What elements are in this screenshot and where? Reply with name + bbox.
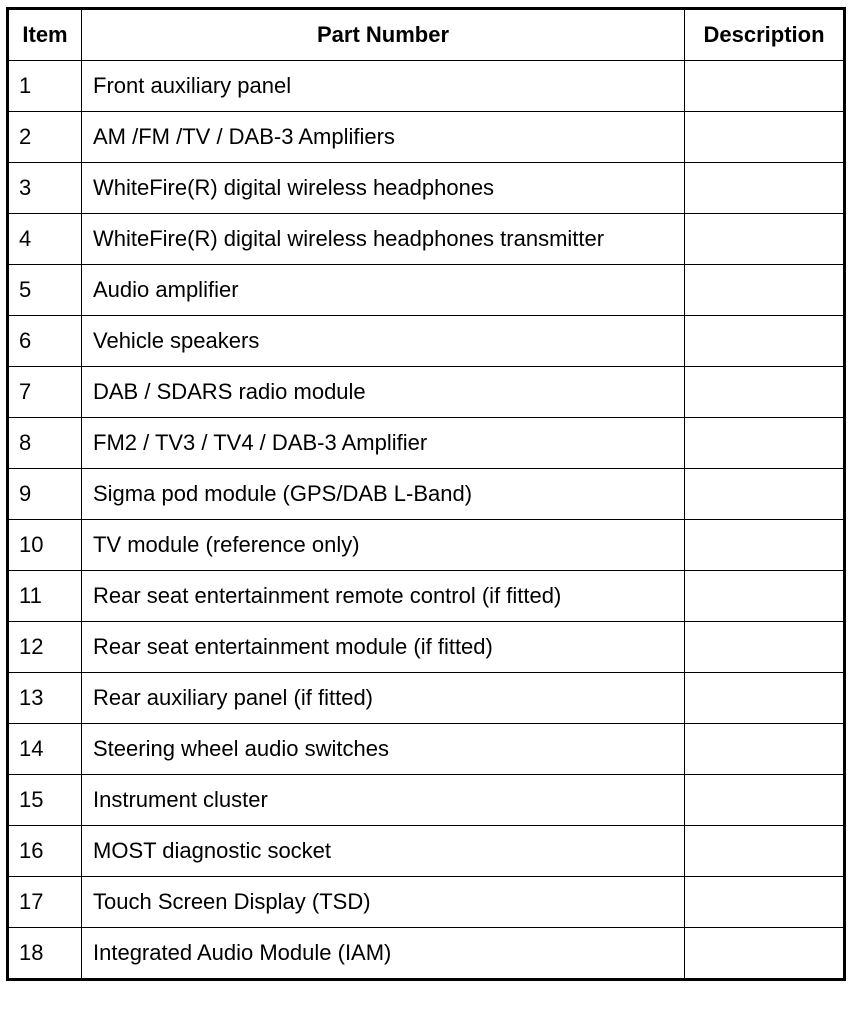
item-number-cell: 2 [8, 112, 82, 163]
item-number-cell: 17 [8, 877, 82, 928]
table-row [8, 316, 845, 367]
description-cell [685, 316, 845, 367]
table-row [8, 673, 845, 724]
description-cell [685, 163, 845, 214]
part-name-cell: MOST diagnostic socket [82, 826, 685, 877]
description-cell [685, 418, 845, 469]
table-row [8, 877, 845, 928]
item-number-cell: 15 [8, 775, 82, 826]
description-cell [685, 928, 845, 980]
table-row [8, 112, 845, 163]
description-cell [685, 469, 845, 520]
part-name-cell: FM2 / TV3 / TV4 / DAB-3 Amplifier [82, 418, 685, 469]
description-cell [685, 112, 845, 163]
part-name-cell: DAB / SDARS radio module [82, 367, 685, 418]
description-cell [685, 775, 845, 826]
table-row [8, 214, 845, 265]
header-part-number: Part Number [82, 9, 685, 61]
description-cell [685, 826, 845, 877]
description-cell [685, 61, 845, 112]
part-name-cell: Rear auxiliary panel (if fitted) [82, 673, 685, 724]
part-name-cell: Rear seat entertainment module (if fitted) [82, 622, 685, 673]
item-number-cell: 13 [8, 673, 82, 724]
table-row [8, 520, 845, 571]
table-row [8, 367, 845, 418]
part-name-cell: WhiteFire(R) digital wireless headphones [82, 163, 685, 214]
table-row [8, 928, 845, 980]
part-name-cell: Touch Screen Display (TSD) [82, 877, 685, 928]
item-number-cell: 12 [8, 622, 82, 673]
part-name-cell: TV module (reference only) [82, 520, 685, 571]
part-name-cell: Integrated Audio Module (IAM) [82, 928, 685, 980]
description-cell [685, 520, 845, 571]
header-item: Item [8, 9, 82, 61]
table-header-row [8, 9, 845, 61]
item-number-cell: 5 [8, 265, 82, 316]
item-number-cell: 10 [8, 520, 82, 571]
table-row [8, 163, 845, 214]
item-number-cell: 11 [8, 571, 82, 622]
part-name-cell: AM /FM /TV / DAB-3 Amplifiers [82, 112, 685, 163]
description-cell [685, 367, 845, 418]
header-description: Description [685, 9, 845, 61]
part-name-cell: WhiteFire(R) digital wireless headphones transmitter [82, 214, 685, 265]
part-name-cell: Steering wheel audio switches [82, 724, 685, 775]
table-row [8, 418, 845, 469]
table-row [8, 724, 845, 775]
description-cell [685, 673, 845, 724]
part-name-cell: Front auxiliary panel [82, 61, 685, 112]
item-number-cell: 18 [8, 928, 82, 980]
item-number-cell: 3 [8, 163, 82, 214]
parts-table [6, 7, 846, 981]
description-cell [685, 622, 845, 673]
part-name-cell: Vehicle speakers [82, 316, 685, 367]
table-row [8, 469, 845, 520]
description-cell [685, 214, 845, 265]
part-name-cell: Audio amplifier [82, 265, 685, 316]
table-row [8, 775, 845, 826]
part-name-cell: Rear seat entertainment remote control (if fitted) [82, 571, 685, 622]
item-number-cell: 1 [8, 61, 82, 112]
table-body [8, 61, 845, 980]
item-number-cell: 14 [8, 724, 82, 775]
item-number-cell: 7 [8, 367, 82, 418]
description-cell [685, 571, 845, 622]
table-row [8, 571, 845, 622]
description-cell [685, 265, 845, 316]
table-row [8, 826, 845, 877]
description-cell [685, 877, 845, 928]
description-cell [685, 724, 845, 775]
item-number-cell: 4 [8, 214, 82, 265]
table-row [8, 61, 845, 112]
item-number-cell: 16 [8, 826, 82, 877]
part-name-cell: Sigma pod module (GPS/DAB L-Band) [82, 469, 685, 520]
item-number-cell: 6 [8, 316, 82, 367]
part-name-cell: Instrument cluster [82, 775, 685, 826]
item-number-cell: 8 [8, 418, 82, 469]
item-number-cell: 9 [8, 469, 82, 520]
table-row [8, 265, 845, 316]
table-row [8, 622, 845, 673]
